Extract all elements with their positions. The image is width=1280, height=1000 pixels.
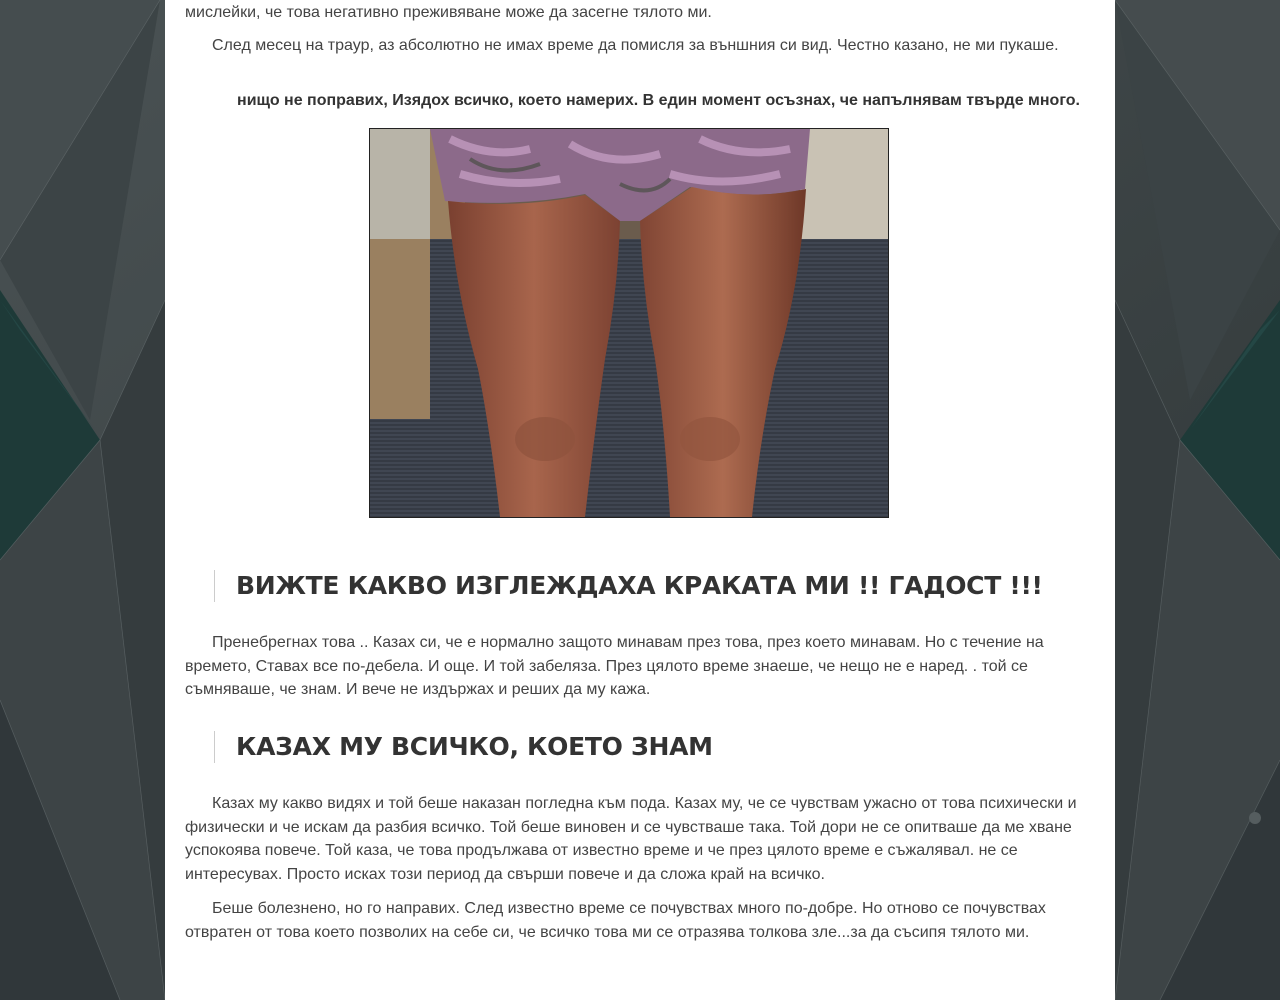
legs-photo [369, 128, 889, 518]
paragraph-painful-wrap [185, 897, 1087, 944]
paragraph-ignored-wrap [185, 631, 1087, 702]
bold-line-wrap [185, 92, 1087, 110]
article-content [165, 0, 1115, 1000]
legs-photo-image [370, 129, 888, 517]
paragraph-ignored: Пренебрегнах това .. Казах си, че е нормално защото минавам през това, през което минавам. Но с течение на времето, Ставах все по-дебела. И още. И той забеляза. През цялото време знаеше, че нещо не е наред. . той се съмняваше, че знам. И вече не издържах и реших да му кажа. [185, 634, 1044, 698]
paragraph-told: Казах му какво видях и той беше наказан погледна към пода. Казах му, че се чувствам ужасно от това психически и физически и че искам да разбия всичко. Той беше виновен и се чувстваше така. Той дори не се опитваше да ме хване успокоява повече. Той каза, че това продължава от известно време и че през цялото време е съжалявал. не се интересувах. Просто исках този период да свърши повече и да сложа край на всичко. [185, 795, 1077, 883]
paragraph-top-wrap [185, 0, 1087, 25]
bold-statement: нищо не поправих, Изядох всичко, което намерих. В един момент осъзнах, че напълнявам твърде много. [237, 92, 1080, 109]
heading-legs: ВИЖТЕ КАКВО ИЗГЛЕЖДАХА КРАКАТА МИ !! ГАДОСТ !!! [214, 570, 1043, 602]
paragraph-month-wrap [185, 34, 1087, 58]
paragraph-month: След месец на траур, аз абсолютно не имах време да помисля за външния си вид. Честно казано, не ми пукаше. [212, 37, 1059, 54]
heading-told: КАЗАХ МУ ВСИЧКО, КОЕТО ЗНАМ [214, 731, 713, 763]
paragraph-top: мислейки, че това негативно преживяване може да засегне тялото ми. [185, 4, 712, 21]
paragraph-told-wrap [185, 792, 1087, 886]
paragraph-painful: Беше болезнено, но го направих. След известно време се почувствах много по-добре. Но отново се почувствах отвратен от това което позволих на себе си, че всичко това ми се отразява толкова зле...за да съсипя тялото ми. [185, 900, 1046, 941]
